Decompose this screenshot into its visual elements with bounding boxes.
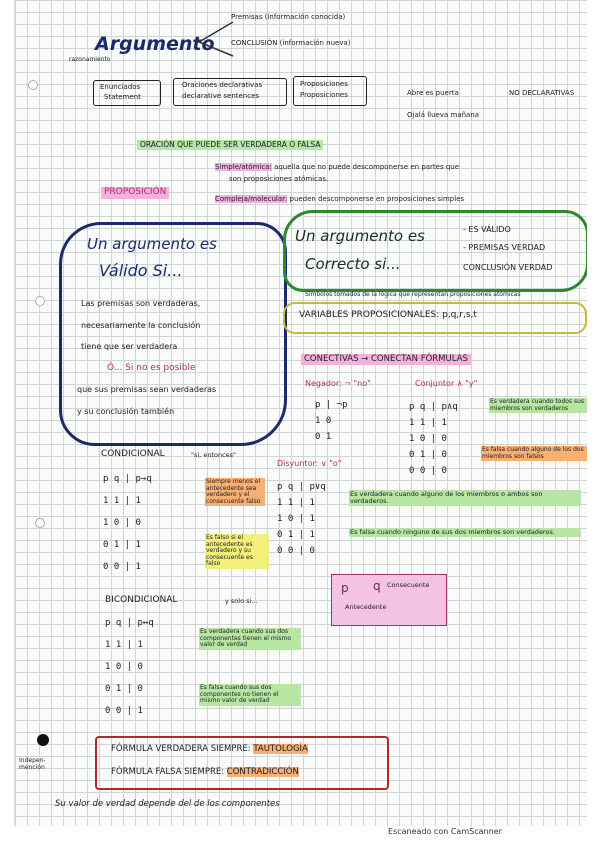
- punch-hole: [35, 296, 45, 306]
- no-declarativas: NO DECLARATIVAS: [509, 89, 575, 97]
- table-row: 1 0 | 0: [105, 662, 143, 672]
- enunciados-box: [93, 80, 161, 106]
- table-header: p q | p→q: [103, 474, 152, 484]
- valido-line: tiene que ser verdadera: [81, 342, 178, 351]
- condicional-label: CONDICIONAL: [101, 449, 165, 459]
- correcto-item: - ES VÁLIDO: [463, 225, 511, 234]
- table-row: 0 0 | 1: [105, 706, 143, 716]
- table-row: 1 0 | 0: [409, 434, 447, 444]
- bottom-note: Su valor de verdad depende del de los componentes: [55, 799, 280, 809]
- tautologia-text: FÓRMULA VERDADERA SIEMPRE:: [111, 744, 251, 754]
- bic-true-note: Es verdadera cuando sus dos componentes tienen el mismo valor de verdad: [199, 628, 301, 650]
- grid-paper: [14, 0, 587, 826]
- table-row: 1 0 | 0: [103, 518, 141, 528]
- contradiccion-highlight: CONTRADICCIÓN: [226, 767, 299, 777]
- box-label: Proposiciones: [300, 80, 348, 88]
- table-row: 1 1 | 1: [409, 418, 447, 428]
- table-row: 0 0 | 1: [103, 562, 141, 572]
- conjuntor-label: Conjuntor ∧ "y": [415, 379, 478, 388]
- example-2: Ojalá llueva mañana: [407, 111, 480, 119]
- valido-o-line: Ó... Si no es posible: [107, 363, 196, 373]
- valido-title-1: Un argumento es: [87, 235, 217, 253]
- tautologia-highlight: TAUTOLOGÍA: [253, 744, 308, 754]
- table-header: p | ¬p: [315, 400, 348, 410]
- disy-false-note: Es falsa cuando ninguno de sus dos miembros son verdaderos.: [349, 528, 581, 537]
- compleja-label: Compleja/molecular:: [215, 195, 288, 203]
- conj-true-note: Es verdadera cuando todos sus miembros son verdaderos: [489, 398, 587, 413]
- disy-true-note: Es verdadera cuando alguno de los miembros o ambos son verdaderos.: [349, 490, 581, 506]
- valido-line: y su conclusión también: [77, 407, 175, 416]
- conclusion-note: CONCLUSIÓN (información nueva): [231, 39, 351, 47]
- bullet-dot: [37, 734, 49, 746]
- table-row: 1 1 | 1: [277, 498, 315, 508]
- box-label: Oraciones declarativas: [182, 81, 263, 89]
- table-header: p q | p∨q: [277, 482, 326, 492]
- punch-hole: [35, 518, 45, 528]
- table-row: 0 1 | 0: [105, 684, 143, 694]
- table-row: 0 1 | 1: [103, 540, 141, 550]
- cond-true-note: Siempre menos el antecedente sea verdadero y el consecuente falso: [205, 478, 265, 506]
- correcto-title-2: Correcto si...: [305, 255, 401, 273]
- contradiccion-text: FÓRMULA FALSA SIEMPRE:: [111, 767, 225, 777]
- variables-label: VARIABLES PROPOSICIONALES: p,q,r,s,t: [299, 310, 477, 320]
- consecuente-label: Consecuente: [387, 581, 430, 589]
- compleja-text: pueden descomponerse en proposiciones simples: [289, 195, 465, 203]
- correcto-item: - PREMISAS VERDAD: [463, 243, 546, 252]
- box-label: declarative sentences: [182, 92, 260, 100]
- negador-label: Negador: ¬ "no": [305, 379, 371, 388]
- table-row: 1 0: [315, 416, 332, 426]
- valido-title-2: Válido Si...: [99, 261, 183, 280]
- bicondicional-alias: y solo si...: [225, 597, 258, 605]
- simple-text-2: son proposiciones atómicas.: [229, 175, 329, 183]
- correcto-item: CONCLUSIÓN VERDAD: [463, 263, 553, 272]
- table-row: 0 1 | 1: [277, 530, 315, 540]
- table-header: p q | p↔q: [105, 618, 154, 628]
- subtitle: razonamiento: [69, 56, 111, 63]
- simple-label: Simple/atómica:: [215, 163, 272, 171]
- box-label: Enunciados: [100, 83, 141, 91]
- box-label: Proposiciones: [300, 91, 348, 99]
- condicional-alias: "si, entonces": [191, 451, 237, 459]
- footer-text: Escaneado con CamScanner: [388, 827, 502, 836]
- table-row: 1 1 | 1: [103, 496, 141, 506]
- disyuntor-label: Disyuntor: ∨ "o": [277, 459, 342, 468]
- conectivas-title: CONECTIVAS → CONECTAN FÓRMULAS: [301, 354, 471, 365]
- punch-hole: [28, 80, 38, 90]
- valido-line: Las premisas son verdaderas,: [81, 299, 201, 308]
- p-symbol: p: [341, 581, 349, 595]
- table-row: 1 1 | 1: [105, 640, 143, 650]
- antecedente-label: Antecedente: [345, 603, 387, 611]
- table-header: p q | p∧q: [409, 402, 458, 412]
- table-row: 1 0 | 1: [277, 514, 315, 524]
- bic-false-note: Es falsa cuando sus dos componentes no tienen el mismo valor de verdad: [199, 684, 301, 706]
- oracion-definition: ORACIÓN QUE PUEDE SER VERDADERA O FALSA: [137, 140, 323, 150]
- box-label: Statement: [104, 93, 141, 101]
- valido-line: que sus premisas sean verdaderas: [77, 385, 217, 394]
- conj-false-note: Es falsa cuando alguno de los dos miembros son falsos: [481, 446, 587, 461]
- oraciones-box: [173, 78, 287, 106]
- indepen-note: Indepen- mención: [19, 757, 46, 771]
- valido-line: necesariamente la conclusión: [81, 321, 201, 330]
- table-row: 0 1 | 0: [409, 450, 447, 460]
- variables-note: Símbolos tomados de la lógica que representan proposiciones atómicas: [305, 291, 521, 298]
- bicondicional-label: BICONDICIONAL: [105, 595, 178, 605]
- cond-false-note: Es falso si el antecedente es verdadero y su consecuente es falso: [205, 534, 269, 569]
- simple-text: aquella que no puede descomponerse en partes que: [274, 163, 460, 171]
- table-row: 0 0 | 0: [277, 546, 315, 556]
- table-row: 0 0 | 0: [409, 466, 447, 476]
- example-1: Abre es puerta: [407, 89, 459, 97]
- table-row: 0 1: [315, 432, 332, 442]
- proposicion-label: PROPOSICIÓN: [101, 187, 169, 199]
- bracket-icon: [195, 20, 235, 60]
- correcto-title-1: Un argumento es: [295, 227, 425, 245]
- q-symbol: q: [373, 579, 381, 593]
- page-title: Argumento: [95, 33, 215, 55]
- proposiciones-box: [293, 76, 367, 106]
- premisas-note: Premisas (información conocida): [231, 13, 346, 21]
